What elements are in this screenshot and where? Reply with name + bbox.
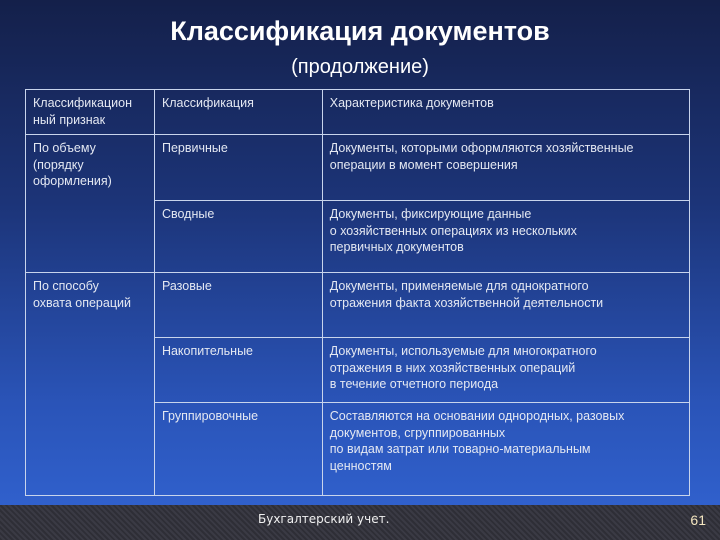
footer-text: Бухгалтерский учет. [258,512,390,526]
type-cell: Первичные [154,135,322,201]
page-number: 61 [690,512,706,528]
header-cell: Классификацион ный признак [26,90,155,135]
type-cell: Разовые [154,273,322,338]
desc-cell: Документы, фиксирующие данные о хозяйственных операциях из нескольких первичных документов [322,201,689,273]
type-cell: Сводные [154,201,322,273]
desc-cell: Документы, используемые для многократного отражения в них хозяйственных операций в течение отчетного периода [322,338,689,403]
slide-title: Классификация документов [170,16,550,46]
desc-cell: Составляются на основании однородных, разовых документов, сгруппированных по видам затрат или товарно-материальным ценностям [322,403,689,496]
table-header-row [26,90,690,135]
desc-cell: Документы, применяемые для однократного отражения факта хозяйственной деятельности [322,273,689,338]
table-row [26,135,690,201]
header-cell: Характеристика документов [322,90,689,135]
slide-subtitle: (продолжение) [291,56,429,78]
type-cell: Группировочные [154,403,322,496]
header-cell: Классификация [154,90,322,135]
classification-table [25,89,690,496]
desc-cell: Документы, которыми оформляются хозяйственные операции в момент совершения [322,135,689,201]
footer [0,505,720,540]
criterion-cell: По объему (порядку оформления) [26,135,155,273]
criterion-cell: По способу охвата операций [26,273,155,496]
type-cell: Накопительные [154,338,322,403]
table-row [26,273,690,338]
